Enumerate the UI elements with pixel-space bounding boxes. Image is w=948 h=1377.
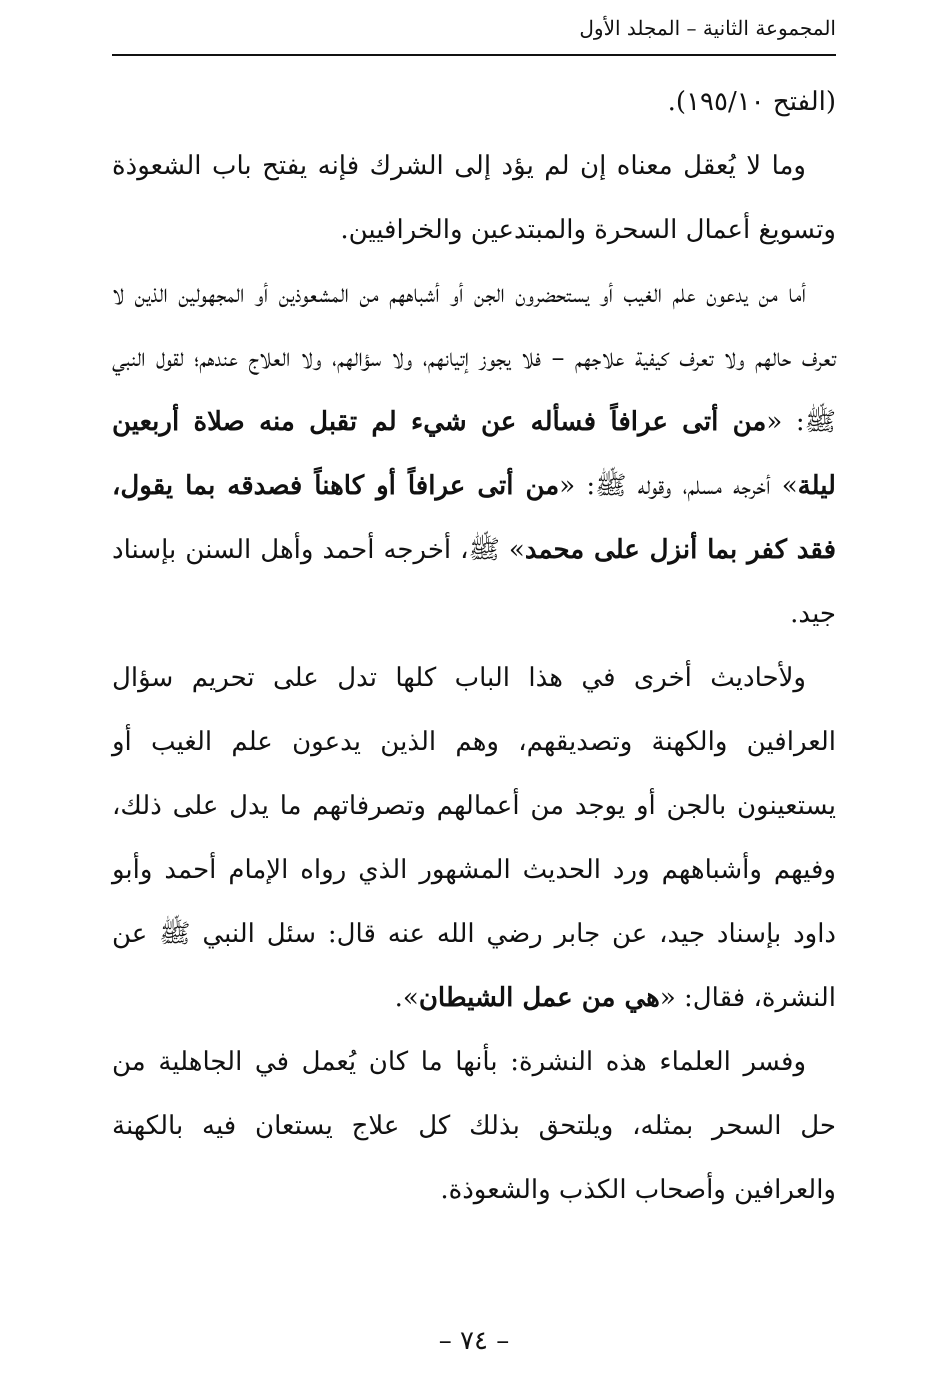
paragraph-3-lead: ولأحاديث أخرى في هذا الباب كلها تدل على تحريم سؤال العرافين والكهنة وتصديقهم، وهم الذين يدعون علم الغيب أو يستعينون بالجن أو يوجد من أعمالهم وتصرفاتهم ما يدل على ذلك، وفيهم وأشباههم ورد الحديث المشهور الذي رواه الإمام أحمد وأبو داود بإسناد جيد، عن جابر رضي الله عنه قال: سئل النبي ﷺ عن النشرة، فقال: «	[112, 663, 836, 1013]
running-header	[112, 14, 836, 50]
hadith-2: من أتى عرافاً أو كاهناً فصدقه بما يقول، فقد كفر بما أنزل على محمد	[112, 471, 836, 565]
paragraph-2-tail: » ﷺ، أخرجه أحمد وأهل السنن بإسناد جيد.	[112, 535, 836, 629]
paragraph-2-lead: أما من يدعون علم الغيب أو يستحضرون الجن أو أشباههم من المشعوذين أو المجهولين الذين لا تعرف حالهم ولا تعرف كيفية علاجهم – فلا يجوز إتيانهم، ولا سؤالهم، ولا العلاج عندهم؛ لقول النبي ﷺ: «	[112, 279, 837, 437]
citation-line: (الفتح ١٩٥/١٠).	[667, 87, 836, 117]
paragraph-4: وفسر العلماء هذه النشرة: بأنها ما كان يُعمل في الجاهلية من حل السحر بمثله، ويلتحق بذلك كل علاج يستعان فيه بالكهنة والعرافين وأصحاب الكذب والشعوذة.	[112, 1047, 836, 1205]
page-number: – ٧٤ –	[438, 1326, 510, 1356]
hadith-1: من أتى عرافاً فسأله عن شيء لم تقبل منه صلاة أربعين ليلة	[112, 407, 836, 501]
paragraph-3	[112, 646, 836, 1030]
header-rule	[112, 54, 836, 56]
hadith-3: هي من عمل الشيطان	[418, 983, 660, 1013]
header-title: المجموعة الثانية – المجلد الأول	[579, 16, 836, 40]
page-body	[112, 70, 836, 1222]
paragraph-2	[112, 262, 836, 646]
paragraph-3-tail: ».	[394, 983, 419, 1013]
paragraph-1: وما لا يُعقل معناه إن لم يؤد إلى الشرك فإنه يفتح باب الشعوذة وتسويغ أعمال السحرة والمبتدعين والخرافيين.	[112, 151, 836, 245]
paragraph-2-mid: » أخرجه مسلم، وقوله ﷺ: «	[559, 471, 798, 501]
